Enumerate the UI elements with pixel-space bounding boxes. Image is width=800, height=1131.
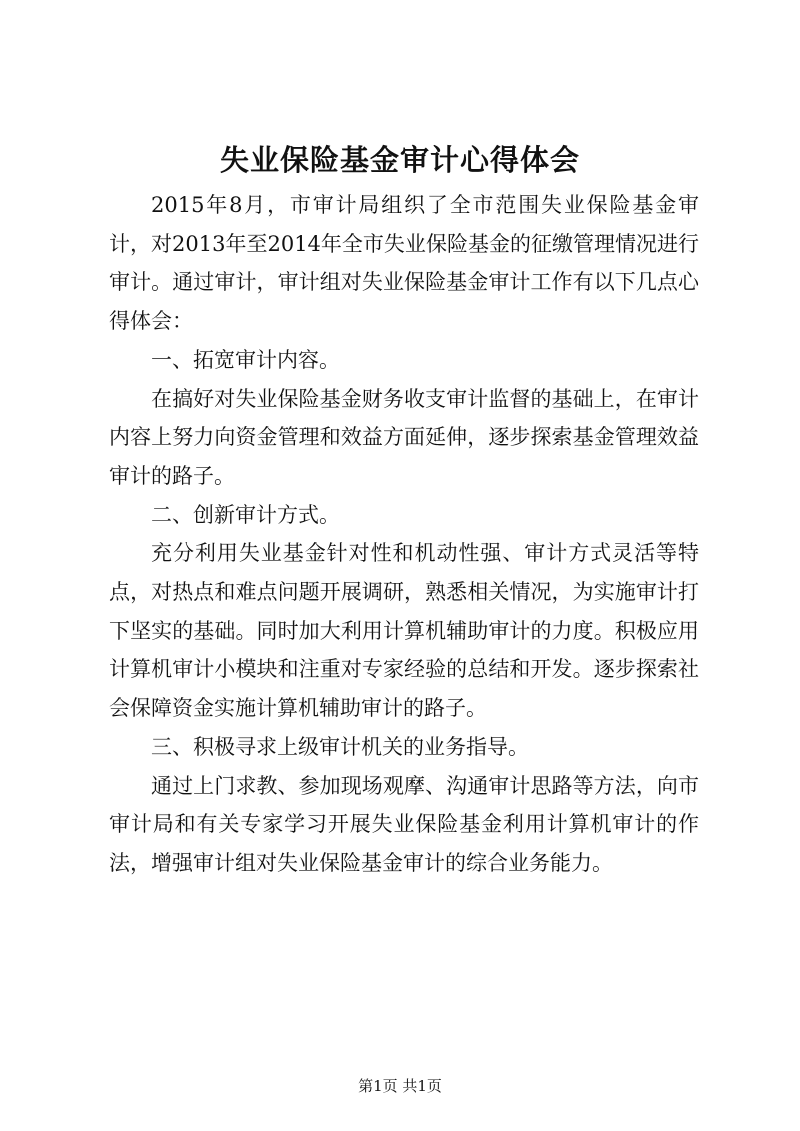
paragraph-intro: 2015年8月，市审计局组织了全市范围失业保险基金审计，对2013年至2014年全市失业保险基金的征缴管理情况进行审计。通过审计，审计组对失业保险基金审计工作有以下几点心得体会： xyxy=(109,193,699,334)
heading-broaden-audit-content: 一、拓宽审计内容。 xyxy=(151,347,340,372)
page-footer: 第1页 共1页 xyxy=(358,1077,442,1095)
heading-seek-guidance: 三、积极寻求上级审计机关的业务指导。 xyxy=(151,734,529,759)
paragraph-broaden-audit-content: 在搞好对失业保险基金财务收支审计监督的基础上，在审计内容上努力向资金管理和效益方面延伸，逐步探索基金管理效益审计的路子。 xyxy=(109,386,699,488)
paragraph-seek-guidance: 通过上门求教、参加现场观摩、沟通审计思路等方法，向市审计局和有关专家学习开展失业保险基金利用计算机审计的作法，增强审计组对失业保险基金审计的综合业务能力。 xyxy=(109,773,699,875)
document-body xyxy=(109,186,699,883)
heading-innovate-audit-method: 二、创新审计方式。 xyxy=(151,502,340,527)
document-title: 失业保险基金审计心得体会 xyxy=(219,143,580,177)
paragraph-innovate-audit-method: 充分利用失业基金针对性和机动性强、审计方式灵活等特点，对热点和难点问题开展调研，熟悉相关情况，为实施审计打下坚实的基础。同时加大利用计算机辅助审计的力度。积极应用计算机审计小模块和注重对专家经验的总结和开发。逐步探索社会保障资金实施计算机辅助审计的路子。 xyxy=(109,541,699,721)
